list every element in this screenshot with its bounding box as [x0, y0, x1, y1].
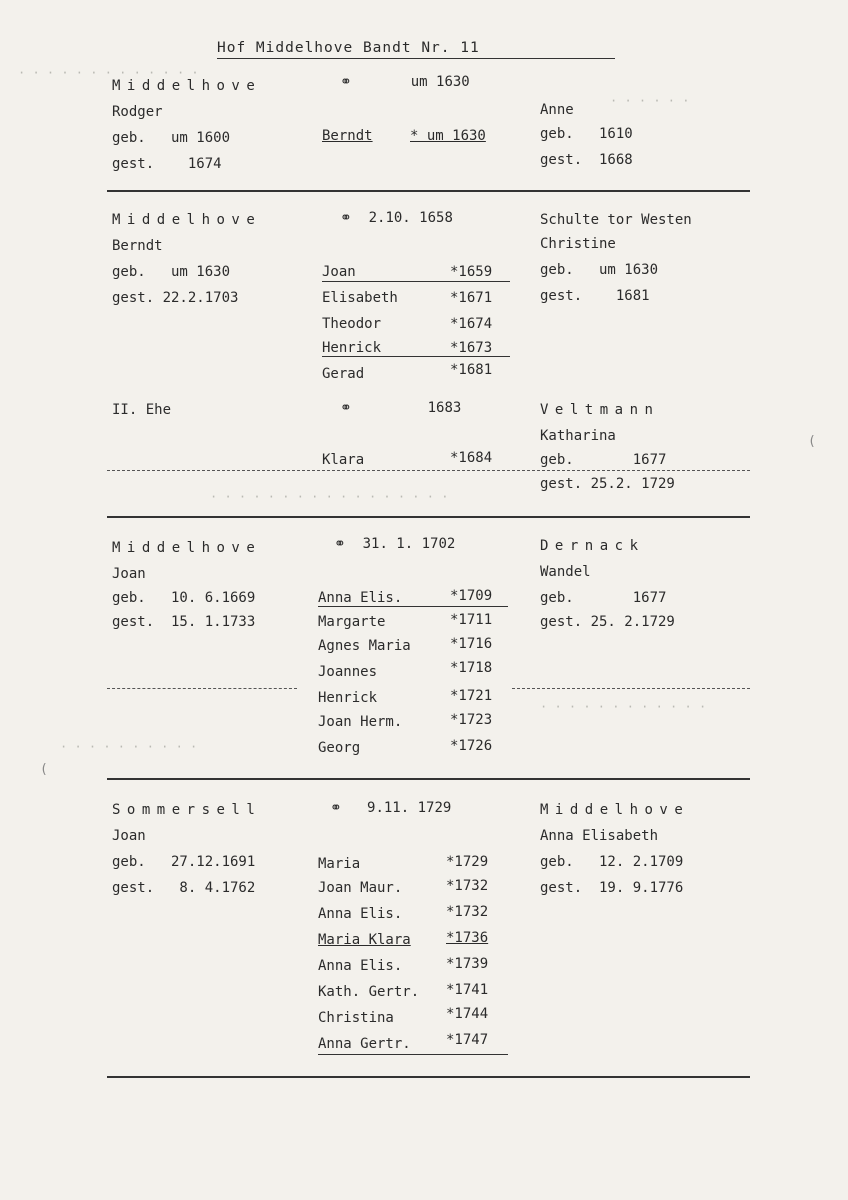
child-birth: *1729 — [446, 854, 489, 870]
husband-surname: Middelhove — [112, 212, 262, 228]
husband-died: gest. 1674 — [112, 156, 222, 172]
child-name: Henrick — [318, 690, 378, 706]
second-wife-died: gest. 25.2. 1729 — [540, 476, 675, 492]
child-name: Berndt — [322, 128, 373, 144]
child-birth: *1747 — [446, 1032, 489, 1048]
bleed-through-text: · · · · · · · · · · · · · · · · · — [210, 490, 449, 504]
child-underline — [322, 281, 510, 282]
wife-surname: Dernack — [540, 538, 645, 554]
sub-divider — [512, 688, 750, 689]
marriage-date: ⚭ 9.11. 1729 — [330, 800, 452, 816]
child-underline — [318, 606, 508, 607]
bleed-through-text: · · · · · · · · · · · · · — [18, 66, 199, 80]
husband-given-name: Berndt — [112, 238, 163, 254]
second-wife-born: geb. 1677 — [540, 452, 667, 468]
child-name: Kath. Gertr. — [318, 984, 420, 1000]
title-underline — [217, 58, 615, 59]
section-divider — [107, 778, 750, 780]
husband-given-name: Joan — [112, 828, 146, 844]
wife-died: gest. 25. 2.1729 — [540, 614, 675, 630]
child-birth: *1721 — [450, 688, 493, 704]
wife-given-name: Anne — [540, 102, 574, 118]
child-name: Agnes Maria — [318, 638, 411, 654]
child-name: Joannes — [318, 664, 378, 680]
sub-divider — [107, 688, 297, 689]
child-birth: *1718 — [450, 660, 493, 676]
child-name: Christina — [318, 1010, 394, 1026]
child-name: Anna Gertr. — [318, 1036, 411, 1052]
second-wife-surname: Veltmann — [540, 402, 660, 418]
wife-given-name: Anna Elisabeth — [540, 828, 659, 844]
child-birth: *1744 — [446, 1006, 489, 1022]
child-underline — [318, 1054, 508, 1055]
wife-given-name: Christine — [540, 236, 616, 252]
child-name: Anna Elis. — [318, 906, 403, 922]
child-name: Theodor — [322, 316, 382, 332]
wife-born: geb. 1677 — [540, 590, 667, 606]
child-birth: *1739 — [446, 956, 489, 972]
marriage-date: ⚭ 31. 1. 1702 — [334, 536, 456, 552]
child-name: Georg — [318, 740, 361, 756]
page-title: Hof Middelhove Bandt Nr. 11 — [217, 40, 480, 56]
marriage-date: ⚭ um 1630 — [340, 74, 470, 90]
section-divider — [107, 516, 750, 518]
child-name: Gerad — [322, 366, 365, 382]
child-name: Elisabeth — [322, 290, 398, 306]
wife-born: geb. 12. 2.1709 — [540, 854, 684, 870]
husband-born: geb. 10. 6.1669 — [112, 590, 256, 606]
child-name: Maria — [318, 856, 361, 872]
husband-surname: Middelhove — [112, 78, 262, 94]
wife-surname: Middelhove — [540, 802, 690, 818]
punch-mark: ( — [808, 434, 816, 449]
child-birth: *1723 — [450, 712, 493, 728]
child-birth: *1659 — [450, 264, 493, 280]
punch-mark: ( — [40, 762, 48, 777]
husband-died: gest. 8. 4.1762 — [112, 880, 256, 896]
section-divider — [107, 1076, 750, 1078]
child-birth: *1673 — [450, 340, 493, 356]
child-birth: *1681 — [450, 362, 493, 378]
husband-died: gest. 15. 1.1733 — [112, 614, 256, 630]
sub-divider — [107, 470, 750, 471]
bleed-through-text: · · · · · · — [610, 94, 690, 108]
child-name: Joan — [322, 264, 356, 280]
husband-surname: Sommersell — [112, 802, 262, 818]
wife-given-name: Wandel — [540, 564, 591, 580]
child-birth: *1741 — [446, 982, 489, 998]
husband-born: geb. 27.12.1691 — [112, 854, 256, 870]
child-birth: *1732 — [446, 904, 489, 920]
child-name: Joan Herm. — [318, 714, 403, 730]
child-birth: *1726 — [450, 738, 493, 754]
child-name: Maria Klara — [318, 932, 411, 948]
husband-given-name: Joan — [112, 566, 146, 582]
child-name: Klara — [322, 452, 365, 468]
child-birth: *1732 — [446, 878, 489, 894]
child-birth: *1674 — [450, 316, 493, 332]
wife-born: geb. 1610 — [540, 126, 633, 142]
child-birth: *1709 — [450, 588, 493, 604]
child-name: Henrick — [322, 340, 382, 356]
husband-born: geb. um 1630 — [112, 264, 231, 280]
child-name: Margarte — [318, 614, 386, 630]
marriage-date: ⚭ 2.10. 1658 — [340, 210, 453, 226]
child-name: Anna Elis. — [318, 958, 403, 974]
wife-died: gest. 1681 — [540, 288, 650, 304]
husband-born: geb. um 1600 — [112, 130, 231, 146]
husband-surname: Middelhove — [112, 540, 262, 556]
husband-died: gest. 22.2.1703 — [112, 290, 239, 306]
wife-died: gest. 1668 — [540, 152, 633, 168]
section-divider — [107, 190, 750, 192]
child-birth: *1671 — [450, 290, 493, 306]
husband-given-name: Rodger — [112, 104, 163, 120]
second-wife-given-name: Katharina — [540, 428, 616, 444]
child-birth: *1736 — [446, 930, 489, 946]
child-birth: * um 1630 — [410, 128, 486, 144]
second-marriage-label: II. Ehe — [112, 402, 172, 418]
child-birth: *1684 — [450, 450, 493, 466]
wife-surname: Schulte tor Westen — [540, 212, 692, 228]
bleed-through-text: · · · · · · · · · · — [60, 740, 198, 754]
bleed-through-text: · · · · · · · · · · · · — [540, 700, 707, 714]
second-marriage-date: ⚭ 1683 — [340, 400, 462, 416]
child-birth: *1711 — [450, 612, 493, 628]
child-name: Anna Elis. — [318, 590, 403, 606]
child-underline — [322, 356, 510, 357]
child-birth: *1716 — [450, 636, 493, 652]
wife-born: geb. um 1630 — [540, 262, 659, 278]
wife-died: gest. 19. 9.1776 — [540, 880, 684, 896]
child-name: Joan Maur. — [318, 880, 403, 896]
